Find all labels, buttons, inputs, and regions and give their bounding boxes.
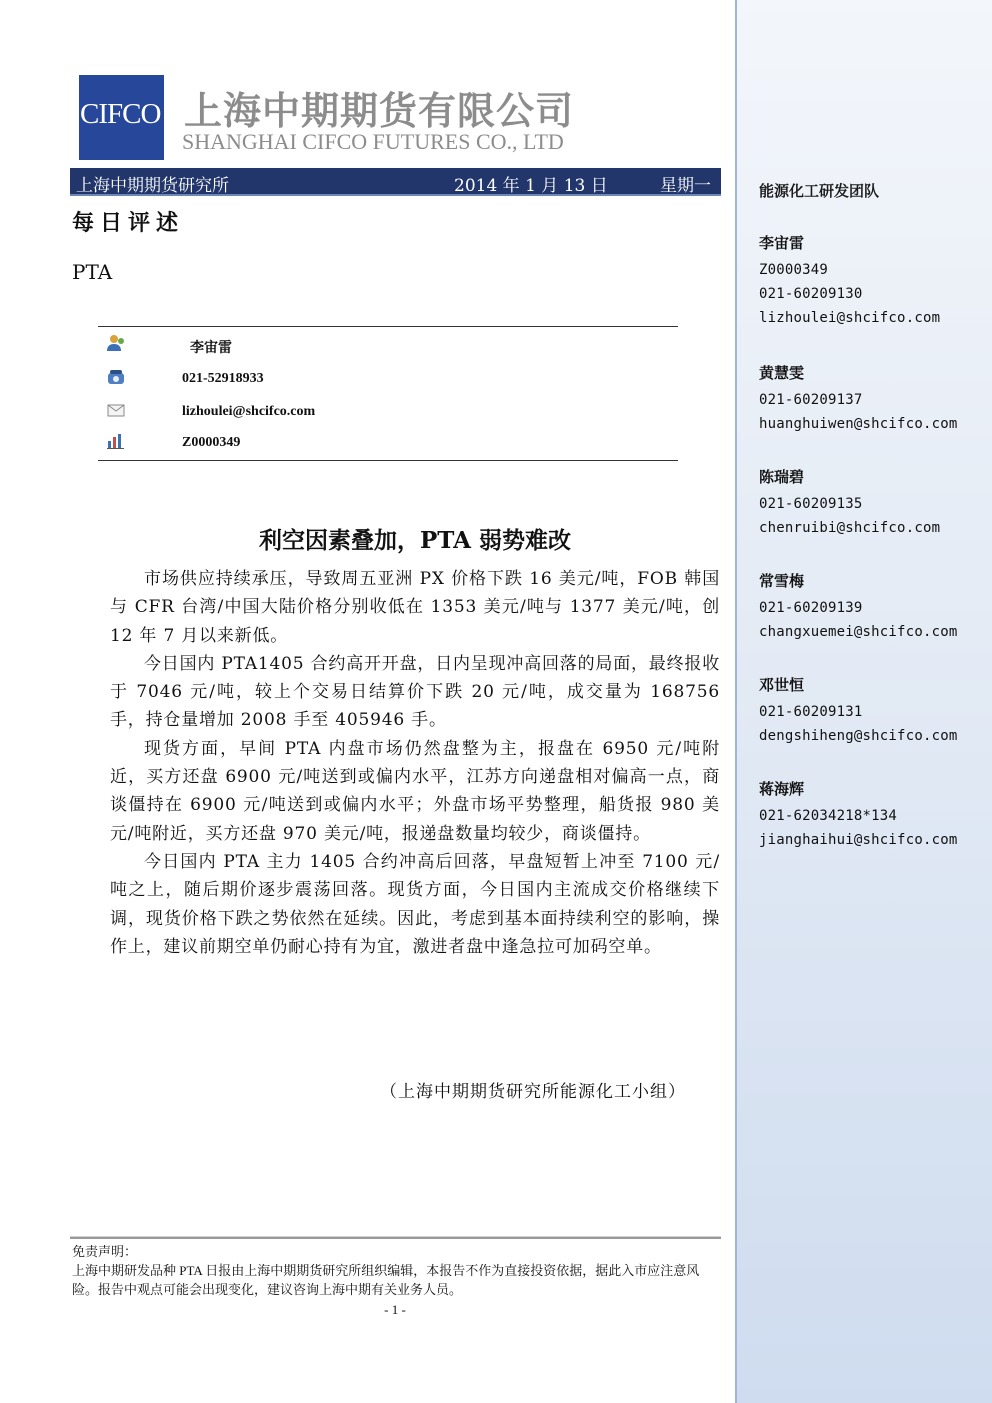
header-bar: [70, 168, 721, 196]
person-icon: [106, 333, 126, 353]
member-phone: 021-60209131: [759, 704, 863, 720]
research-team-sidebar: [735, 0, 992, 1403]
author-contact-block: [98, 326, 678, 461]
page-number: - 1 -: [384, 1302, 406, 1317]
member-phone: 021-60209135: [759, 496, 863, 512]
disclaimer-title: 免责声明：: [72, 1244, 138, 1259]
member-email[interactable]: huanghuiwen@shcifco.com: [759, 416, 958, 432]
author-email[interactable]: lizhoulei@shcifco.com: [182, 404, 316, 419]
team-member: [759, 466, 940, 544]
team-member: [759, 232, 940, 334]
section-title: 每日评述: [72, 210, 185, 236]
member-email[interactable]: dengshiheng@shcifco.com: [759, 728, 958, 744]
member-email[interactable]: changxuemei@shcifco.com: [759, 624, 958, 640]
disclaimer-text: 上海中期研发品种 PTA 日报由上海中期期货研究所组织编辑，本报告不作为直接投资依据，据此入市应注意风险。报告中观点可能会出现变化，建议咨询上海中期有关业务人员。: [72, 1263, 700, 1297]
article-paragraph: 今日国内 PTA 主力 1405 合约冲高后回落，早盘短暂上冲至 7100 元/吨之上，随后期价逐步震荡回落。现货方面，今日国内主流成交价格继续下调，现货价格下跌之势依然在延续。因此，考虑到基本面持续利空的影响，操作上，建议前期空单仍耐心持有为宜，激进者盘中逢急拉可加码空单。: [110, 851, 720, 957]
member-email[interactable]: jianghaihui@shcifco.com: [759, 832, 958, 848]
team-member: [759, 362, 957, 440]
member-phone: 021-60209137: [759, 392, 863, 408]
member-name: 李宙雷: [759, 234, 805, 252]
author-name: 李宙雷: [190, 341, 232, 356]
member-name: 陈瑞碧: [759, 468, 805, 486]
product-name: PTA: [72, 260, 113, 284]
team-title: 能源化工研发团队: [759, 182, 880, 200]
article-headline: 利空因素叠加，PTA 弱势难改: [258, 527, 571, 554]
member-name: 邓世恒: [759, 676, 805, 694]
chart-icon: [106, 431, 126, 451]
member-phone: 021-62034218*134: [759, 808, 898, 824]
article-signature: （上海中期期货研究所能源化工小组）: [380, 1082, 686, 1102]
team-member: [759, 570, 957, 648]
article-paragraph: 今日国内 PTA1405 合约高开开盘，日内呈现冲高回落的局面，最终报收于 7046 元/吨，较上个交易日结算价下跌 20 元/吨，成交量为 168756 手，持仓量增加 2008 手至 405946 手。: [110, 653, 720, 731]
member-email[interactable]: lizhoulei@shcifco.com: [759, 310, 941, 326]
team-member: [759, 778, 957, 856]
member-phone: 021-60209139: [759, 600, 863, 616]
phone-icon: [106, 367, 126, 387]
author-license: Z0000349: [182, 435, 241, 450]
report-date: 2014 年 1 月 13 日: [454, 176, 608, 196]
logo-text: CIFCO: [80, 98, 161, 130]
institute-name: 上海中期期货研究所: [76, 176, 229, 196]
mail-icon: [106, 400, 126, 420]
company-name-en: SHANGHAI CIFCO FUTURES CO., LTD: [182, 129, 564, 154]
author-phone: 021-52918933: [182, 371, 264, 386]
footer-divider: [70, 1236, 721, 1239]
disclaimer: [72, 1242, 722, 1299]
article-paragraph: 现货方面，早间 PTA 内盘市场仍然盘整为主，报盘在 6950 元/吨附近，买方还盘 6900 元/吨送到或偏内水平，江苏方向递盘相对偏高一点，商谈僵持在 6900 元/吨送到或偏内水平；外盘市场平势整理，船货报 980 美元/吨附近，买方还盘 970 美元/吨，报递盘数量均较少，商谈僵持。: [110, 738, 720, 844]
report-weekday: 星期一: [660, 176, 711, 196]
member-license: Z0000349: [759, 262, 829, 278]
team-member: [759, 674, 957, 752]
member-name: 蒋海辉: [759, 780, 805, 798]
member-name: 常雪梅: [759, 572, 805, 590]
member-phone: 021-60209130: [759, 286, 863, 302]
article-paragraph: 市场供应持续承压，导致周五亚洲 PX 价格下跌 16 美元/吨，FOB 韩国与 CFR 台湾/中国大陆价格分别收低在 1353 美元/吨与 1377 美元/吨，创 12 年 7 月以来新低。: [110, 569, 720, 646]
member-email[interactable]: chenruibi@shcifco.com: [759, 520, 941, 536]
company-name-cn: 上海中期期货有限公司: [184, 89, 575, 133]
member-name: 黄慧雯: [759, 364, 805, 382]
article-body: [110, 565, 720, 961]
